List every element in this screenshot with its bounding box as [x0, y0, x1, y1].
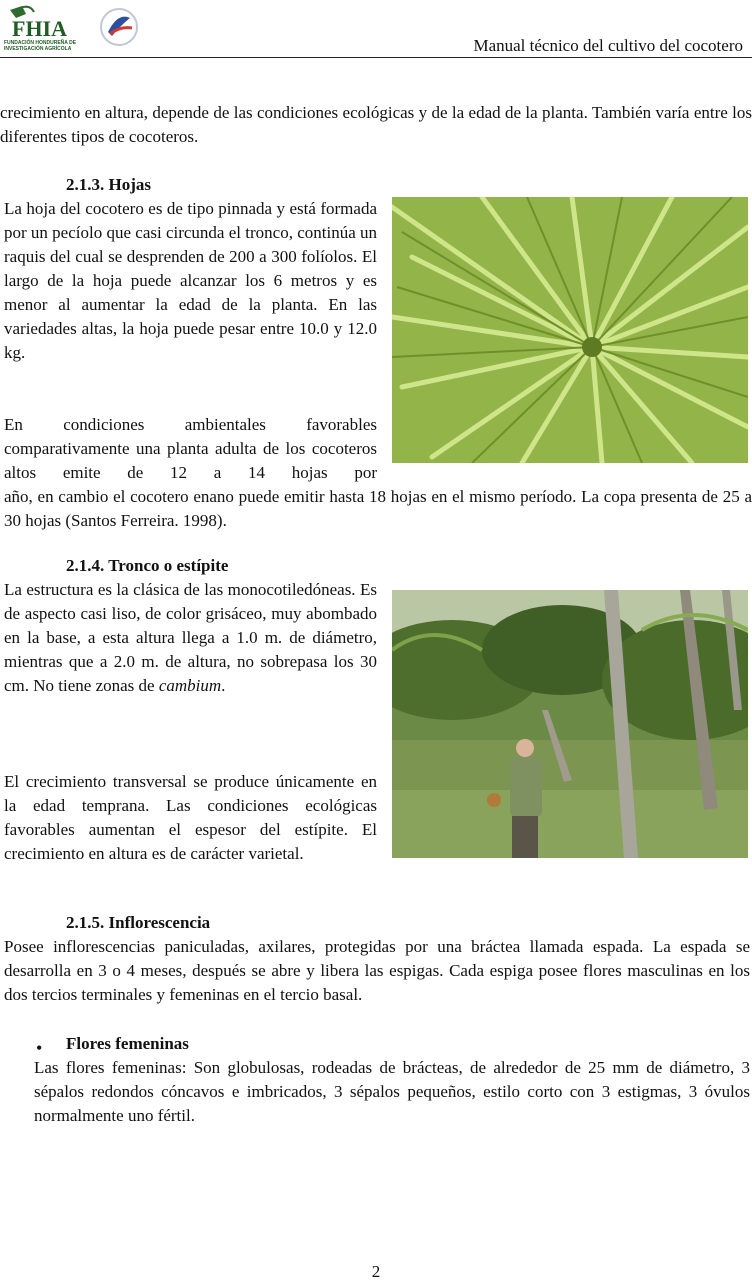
- fhia-logo-text: FHIA: [12, 16, 67, 41]
- coconut-trunk-photo: [392, 590, 748, 858]
- hojas-paragraph-1: La hoja del cocotero es de tipo pinnada y está formada por un pecíolo que casi circunda el tronco, continúa un raquis del cual se desprenden de 200 a 300 folíolos. El largo de la hoja puede alcanzar los 6 metros y es menor al aumentar la edad de la planta. En las variedades altas, la hoja puede pesar entre 10.0 y 12.0 kg.: [4, 199, 377, 362]
- hojas-paragraph-2-cont: año, en cambio el cocotero enano puede emitir hasta 18 hojas en el mismo período. La copa presenta de 25 a 30 hojas (Santos Ferreira. 1998).: [4, 487, 752, 530]
- bullet-icon: •: [36, 1038, 43, 1058]
- fhia-logo-graphic: [4, 4, 84, 54]
- section-heading-tronco: 2.1.4. Tronco o estípite: [66, 556, 229, 575]
- header-title: Manual técnico del cultivo del cocotero: [473, 36, 743, 55]
- section-heading-inflorescencia: 2.1.5. Inflorescencia: [66, 913, 211, 932]
- intro-paragraph: crecimiento en altura, depende de las condiciones ecológicas y de la edad de la planta. También varía entre los diferentes tipos de cocoteros.: [0, 103, 752, 146]
- svg-text:INVESTIGACIÓN AGRÍCOLA: INVESTIGACIÓN AGRÍCOLA: [4, 46, 72, 52]
- cambium-term: cambium: [158, 676, 222, 695]
- header-rule: [0, 57, 752, 58]
- section-heading-flores-femeninas: Flores femeninas: [66, 1034, 189, 1053]
- svg-text:FUNDACIÓN HONDUREÑA DE: FUNDACIÓN HONDUREÑA DE: [4, 40, 77, 46]
- partner-logo-icon: [98, 6, 140, 48]
- fhia-logo: [4, 4, 84, 54]
- coconut-leaf-photo: [392, 197, 748, 463]
- tronco-paragraph-2: El crecimiento transversal se produce únicamente en la edad temprana. Las condiciones ecológicas favorables aumentan el espesor del estípite. El crecimiento en altura es de carácter varietal.: [4, 772, 377, 863]
- inflorescencia-paragraph: Posee inflorescencias paniculadas, axilares, protegidas por una bráctea llamada espada. La espada se desarrolla en 3 o 4 meses, después se abre y libera las espigas. Cada espiga posee flores masculinas en los dos tercios terminales y femeninas en el tercio basal.: [4, 937, 750, 1004]
- flores-paragraph: Las flores femeninas: Son globulosas, rodeadas de brácteas, de alrededor de 25 mm de diámetro, 3 sépalos redondos cóncavos e imbricados, 3 sépalos pequeños, estilo corto con 3 estigmas, 3 óvulos normalmente uno fértil.: [34, 1058, 750, 1125]
- page-number: 2: [371, 1262, 381, 1281]
- hojas-paragraph-2: En condiciones ambientales favorables comparativamente una planta adulta de los cocoteros altos emite de 12 a 14 hojas por: [4, 415, 377, 482]
- section-heading-hojas: 2.1.3. Hojas: [66, 175, 151, 194]
- tronco-paragraph-1: La estructura es la clásica de las monocotiledóneas. Es de aspecto casi liso, de color grisáceo, muy abombado en la base, a esta altura llega a 1.0 m. de diámetro, mientras que a 2.0 m. de altura, no sobrepasa los 30 cm. No tiene zonas de cambium.: [4, 580, 377, 695]
- partner-logo: [98, 6, 140, 48]
